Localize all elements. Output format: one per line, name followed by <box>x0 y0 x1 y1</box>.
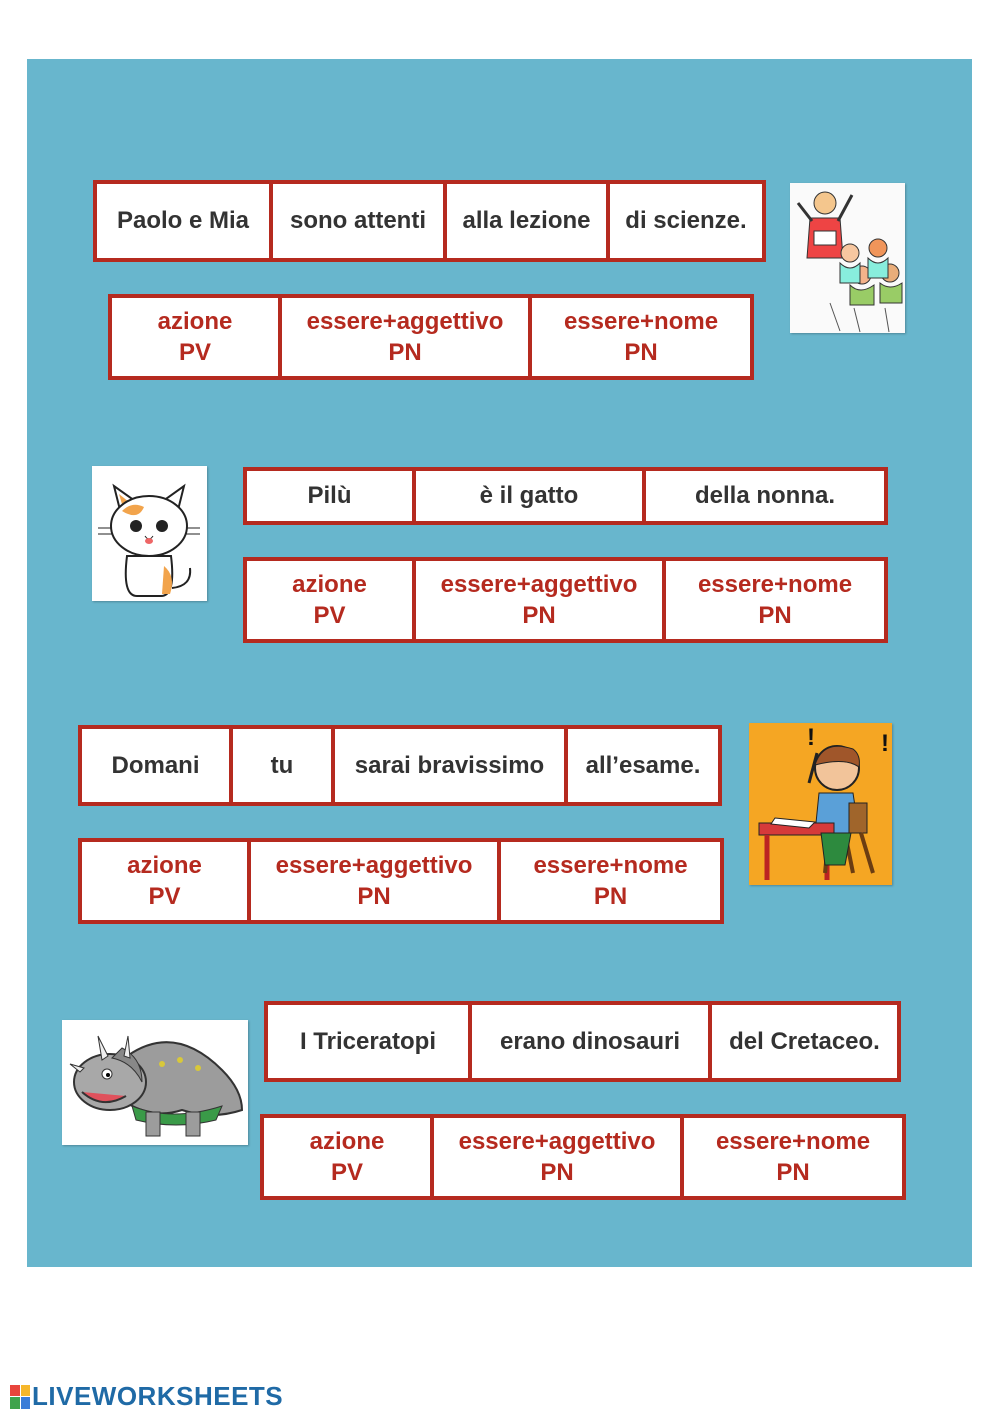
sentence-chunk: alla lezione <box>447 184 610 258</box>
answer-options-3 <box>78 838 724 924</box>
sentence-chunk: di scienze. <box>625 207 747 234</box>
svg-text:!: ! <box>881 730 889 757</box>
option-essere-nome[interactable]: essere+nome PN <box>697 571 853 629</box>
answer-options-1 <box>108 294 754 380</box>
sentence-chunk: è il gatto <box>416 471 646 521</box>
sentence-chunk: I Triceratopi <box>268 1005 472 1078</box>
option-essere-aggettivo[interactable]: essere+aggettivo PN <box>251 842 501 920</box>
sentence-row-4 <box>264 1001 901 1082</box>
option-essere-nome[interactable]: essere+nome PN <box>533 852 688 910</box>
option-essere-aggettivo[interactable]: essere+aggettivo PN <box>282 298 532 376</box>
option-azione[interactable]: azione PV <box>82 842 251 920</box>
logo-text: LIVEWORKSHEETS <box>32 1381 284 1411</box>
option-azione[interactable]: azione PV <box>112 298 282 376</box>
option-essere-aggettivo[interactable]: essere+aggettivo PN <box>434 1118 684 1196</box>
sentence-chunk: erano dinosauri <box>472 1005 712 1078</box>
classroom-image <box>790 183 905 333</box>
option-essere-aggettivo[interactable]: essere+aggettivo PN <box>416 561 666 639</box>
option-azione[interactable]: azione PV <box>264 1118 434 1196</box>
sentence-chunk: Paolo e Mia <box>97 184 273 258</box>
svg-text:!: ! <box>807 724 815 751</box>
sentence-chunk: tu <box>233 729 335 802</box>
cat-image <box>92 466 207 601</box>
option-essere-nome[interactable]: essere+nome PN <box>563 308 719 366</box>
student-image <box>749 723 892 885</box>
sentence-chunk: sono attenti <box>273 184 447 258</box>
answer-options-4 <box>260 1114 906 1200</box>
sentence-chunk: Pilù <box>247 471 416 521</box>
sentence-chunk: all’esame. <box>585 751 701 779</box>
sentence-chunk: del Cretaceo. <box>729 1027 880 1055</box>
logo-blocks-icon <box>10 1385 30 1409</box>
sentence-chunk: della nonna. <box>694 482 835 509</box>
sentence-row-1 <box>93 180 766 262</box>
triceratops-image <box>62 1020 248 1145</box>
answer-options-2 <box>243 557 888 643</box>
sentence-row-3 <box>78 725 722 806</box>
sentence-row-2 <box>243 467 888 525</box>
sentence-chunk: Domani <box>82 729 233 802</box>
option-essere-nome[interactable]: essere+nome PN <box>715 1128 871 1186</box>
liveworksheets-logo[interactable] <box>10 1381 283 1412</box>
option-azione[interactable]: azione PV <box>247 561 416 639</box>
sentence-chunk: sarai bravissimo <box>335 729 568 802</box>
